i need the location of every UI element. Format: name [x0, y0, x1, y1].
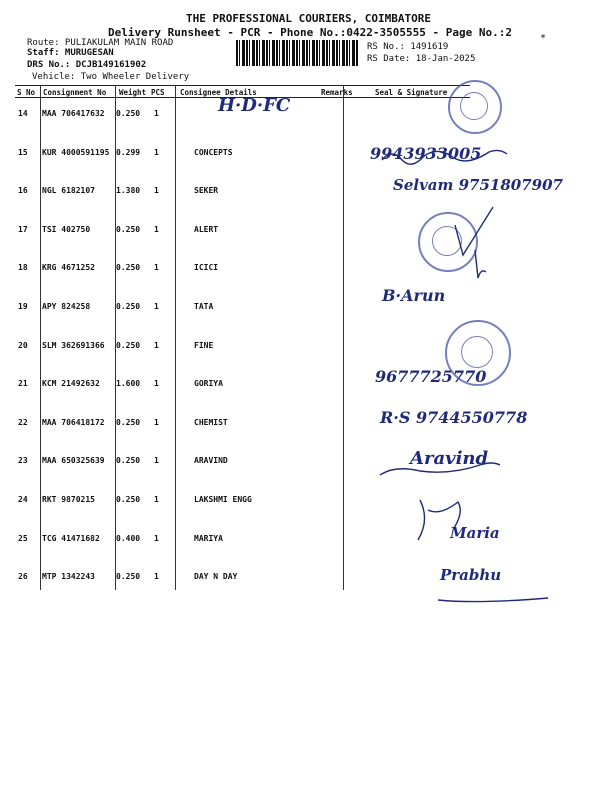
cell-sno: 20: [18, 340, 28, 350]
cell-pcs: 1: [154, 495, 159, 504]
cell-consignee: CONCEPTS: [194, 147, 233, 157]
cell-sno: 22: [18, 417, 28, 427]
cell-sno: 16: [18, 186, 28, 196]
col-consignment: Consignment No: [43, 88, 107, 97]
cell-weight: 0.250: [116, 340, 141, 350]
cell-weight: 0.250: [116, 109, 141, 118]
cell-sno: 15: [18, 147, 28, 157]
cell-consignment-no: APY 824258: [42, 302, 91, 311]
col-weight: Weight: [119, 88, 147, 97]
cell-consignment-no: MAA 706418172: [42, 417, 105, 427]
cell-sno: 14: [18, 109, 28, 118]
handwritten-signature: Maria: [450, 523, 500, 542]
cell-pcs: 1: [154, 572, 159, 582]
cell-sno: 23: [18, 456, 28, 466]
cell-consignment-no: MAA 706417632: [42, 109, 105, 118]
cell-consignee: GORIYA: [194, 379, 223, 389]
cell-consignee: LAKSHMI ENGG: [194, 495, 252, 504]
handwritten-signature: H·D·FC: [218, 95, 291, 116]
cell-consignee: ICICI: [194, 263, 219, 273]
cell-pcs: 1: [154, 224, 159, 234]
cell-consignment-no: TCG 41471682: [42, 533, 100, 543]
cell-consignment-no: TSI 402750: [42, 224, 91, 234]
cell-consignment-no: KCM 21492632: [42, 379, 100, 389]
signature-24-stroke: [418, 500, 460, 540]
cell-pcs: 1: [154, 186, 159, 196]
cell-sno: 24: [18, 495, 28, 504]
cell-consignee: MARIYA: [194, 533, 223, 543]
cell-consignment-no: RKT 9870215: [42, 495, 95, 504]
cell-sno: 21: [18, 379, 28, 389]
cell-weight: 0.250: [116, 572, 141, 582]
cell-sno: 19: [18, 302, 28, 311]
cell-sno: 26: [18, 572, 28, 582]
cell-sno: 25: [18, 533, 28, 543]
staff-label: Staff: MURUGESAN: [27, 48, 114, 58]
cell-consignment-no: KRG 4671252: [42, 263, 95, 273]
cell-pcs: 1: [154, 263, 159, 273]
handwritten-signature: 9677725770: [375, 367, 487, 387]
col-consignee: Consignee Details: [180, 88, 257, 97]
cell-weight: 1.600: [116, 379, 141, 389]
cell-weight: 0.400: [116, 533, 141, 543]
cell-consignee: CHEMIST: [194, 417, 228, 427]
cell-consignment-no: KUR 4000591195: [42, 147, 110, 157]
cell-pcs: 1: [154, 302, 159, 311]
handwritten-signature: Prabhu: [440, 566, 502, 585]
signature-15-stroke: [382, 150, 507, 164]
cell-weight: 0.250: [116, 263, 141, 273]
cell-pcs: 1: [154, 379, 159, 389]
cell-pcs: 1: [154, 533, 159, 543]
handwritten-signature: Aravind: [410, 448, 489, 470]
signature-26-underline: [438, 598, 548, 602]
col-remarks: Remarks: [321, 88, 353, 97]
company-title: THE PROFESSIONAL COURIERS, COIMBATORE: [186, 12, 432, 25]
cell-weight: 0.250: [116, 417, 141, 427]
vehicle-label: Vehicle: Two Wheeler Delivery: [32, 72, 190, 82]
cell-consignee: DAY N DAY: [194, 572, 238, 582]
cell-consignment-no: NGL 6182107: [42, 186, 95, 196]
handwritten-signature: 9943933005: [370, 143, 482, 163]
cell-consignment-no: MAA 650325639: [42, 456, 105, 466]
cell-consignee: TATA: [194, 302, 214, 311]
cell-weight: 0.250: [116, 495, 141, 504]
cell-sno: 18: [18, 263, 28, 273]
cell-pcs: 1: [154, 109, 159, 118]
cell-sno: 17: [18, 224, 28, 234]
cell-weight: 1.380: [116, 186, 141, 196]
cell-pcs: 1: [154, 456, 159, 466]
signature-17-stroke: [455, 207, 493, 255]
cell-weight: 0.250: [116, 302, 141, 311]
cell-consignee: ALERT: [194, 224, 219, 234]
rs-number: RS No.: 1491619: [367, 42, 449, 52]
route-label: Route: PULIAKULAM MAIN ROAD: [27, 38, 174, 48]
runsheet-subtitle: Delivery Runsheet - PCR - Phone No.:0422-3505555 - Page No.:2: [108, 26, 512, 39]
rs-date: RS Date: 18-Jan-2025: [367, 54, 476, 64]
cell-weight: 0.299: [116, 147, 141, 157]
col-signature: Seal & Signature: [375, 88, 448, 97]
col-sno: S No: [17, 88, 36, 97]
cell-weight: 0.250: [116, 224, 141, 234]
handwritten-signature: Selvam 9751807907: [393, 176, 563, 195]
cell-pcs: 1: [154, 147, 159, 157]
col-pcs: PCS: [151, 88, 165, 97]
cell-consignee: SEKER: [194, 186, 219, 196]
handwritten-signature: R·S 9744550778: [380, 407, 528, 427]
cell-consignee: FINE: [194, 340, 214, 350]
cell-consignee: ARAVIND: [194, 456, 228, 466]
signature-18-stroke: [475, 250, 486, 278]
cell-consignment-no: MTP 1342243: [42, 572, 95, 582]
page-mark: *: [540, 33, 547, 44]
cell-pcs: 1: [154, 417, 159, 427]
signature-23-stroke: [380, 463, 500, 475]
cell-weight: 0.250: [116, 456, 141, 466]
handwritten-signature: B·Arun: [382, 286, 446, 305]
cell-pcs: 1: [154, 340, 159, 350]
drs-label: DRS No.: DCJB149161902: [27, 60, 147, 70]
cell-consignment-no: SLM 362691366: [42, 340, 105, 350]
